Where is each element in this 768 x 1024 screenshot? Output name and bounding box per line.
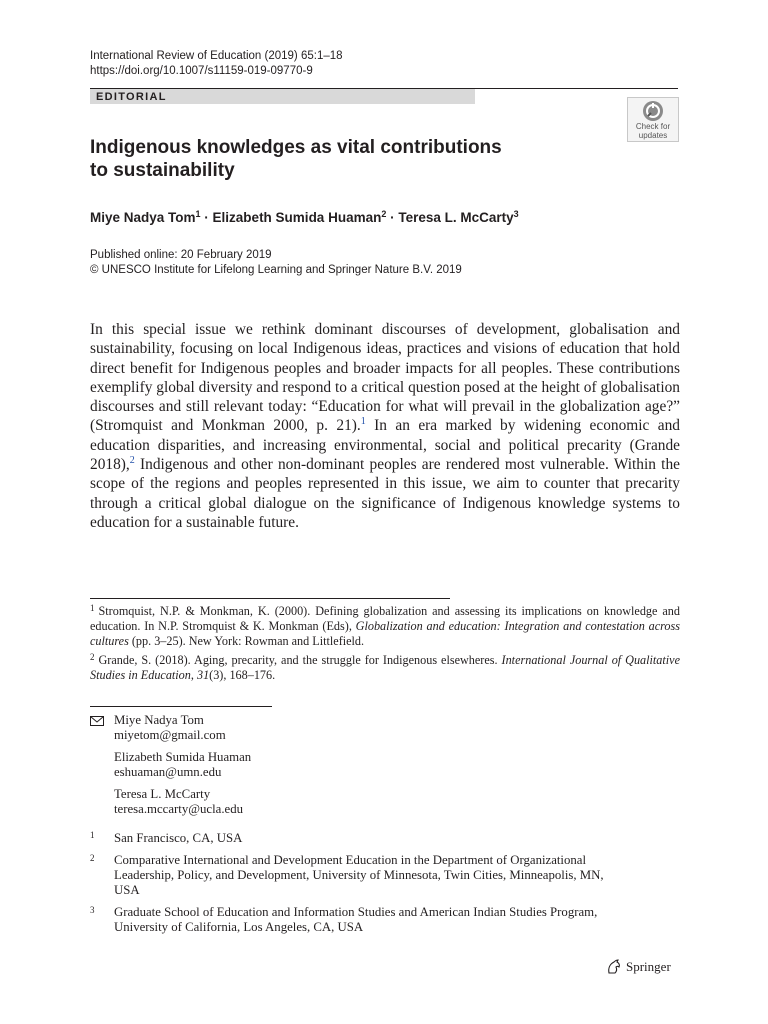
journal-volume: International Review of Education (2019) 65:1–18 (90, 50, 343, 62)
publisher-logo (606, 959, 671, 975)
contact-email[interactable]: miyetom@gmail.com (114, 728, 226, 742)
section-label: EDITORIAL (96, 91, 167, 103)
affiliation-2: Comparative International and Development Education in the Department of Organizational Leadership, Policy, and Development, University of Minnesota, Twin Cities, Minneapolis, MN, USA (114, 853, 604, 897)
springer-horse-icon (606, 959, 622, 974)
article-title: Indigenous knowledges as vital contributions to sustainability (90, 137, 502, 181)
footnote-rule (90, 598, 450, 599)
footnote-number: 2 (90, 651, 95, 662)
affiliation-number: 2 (90, 853, 95, 863)
abstract-paragraph: In this special issue we rethink dominant discourses of development, globalisation and sustainability, focusing on local Indigenous ideas, practices and visions of education that hold direct benefit for Indigenous peoples and broader impacts for all peoples. These contributions exemplify global diversity and respond to a critical question posed at the height of globalisation discourses and still relevant today: “Education for what will prevail in the globalization age?” (Stromquist and Monkman 2000, p. 21).$^1$ In an era marked by widening economic and education disparities, and increasing environmental, social and political precarity (Grande 2018),$^2$ Indigenous and other non-dominant peoples are rendered most vulnerable. Within the scope of the regions and peoples represented in this issue, we aim to counter that precarity through a critical global dialogue on the significance of Indigenous knowledge systems to education for a sustainable future. (90, 321, 680, 531)
publication-info (90, 248, 462, 278)
author-separator: · (386, 210, 399, 225)
check-for-updates-text: Check for updates (635, 122, 671, 140)
contact-name: Teresa L. McCarty (114, 787, 211, 801)
footnote-link-1[interactable]: 1 (360, 416, 366, 428)
author-affiliation-ref: 3 (513, 209, 519, 219)
doi-link[interactable]: https://doi.org/10.1007/s11159-019-09770-9 (90, 65, 313, 77)
affiliation-number: 3 (90, 905, 95, 915)
author-separator: · (200, 210, 213, 225)
footnote-link-2[interactable]: 2 (129, 455, 135, 467)
publisher-name: Springer (626, 959, 671, 974)
author-name[interactable]: Miye Nadya Tom (90, 210, 196, 225)
contact-block (114, 787, 243, 817)
contact-block (114, 750, 251, 780)
check-for-updates-badge[interactable] (627, 97, 679, 142)
affiliation-1: San Francisco, CA, USA (114, 831, 243, 845)
author-affiliation-ref: 1 (195, 209, 201, 219)
footnote-number: 1 (90, 603, 95, 613)
author-name[interactable]: Elizabeth Sumida Huaman (212, 210, 382, 225)
footnote-2: $^2$ Grande, S. (2018). Aging, precarity, and the struggle for Indigenous elsewheres. International Journal of Qualitative Studies in Education, 31(3), 168–176. (90, 651, 680, 682)
contact-block (114, 713, 226, 743)
footnotes (90, 601, 680, 683)
author-affiliation-ref: 2 (381, 209, 387, 219)
footnote-1: $^1$ Stromquist, N.P. & Monkman, K. (2000). Defining globalization and assessing its implications on knowledge and education. In N.P. Stromquist & K. Monkman (Eds), Globalization and education: Integration and contestation across cultures (pp. 3–25). New York: Rowman and Littlefield. (90, 603, 680, 649)
author-list (90, 206, 519, 226)
affiliation-3: Graduate School of Education and Information Studies and American Indian Studies Program, University of California, Los Angeles, CA, USA (114, 905, 598, 934)
journal-citation (90, 49, 343, 79)
affiliation-number: 1 (90, 830, 95, 840)
contact-email[interactable]: eshuaman@umn.edu (114, 765, 222, 779)
contact-email[interactable]: teresa.mccarty@ucla.edu (114, 802, 244, 816)
check-updates-icon (642, 100, 664, 122)
contact-rule (90, 706, 272, 707)
published-date: Published online: 20 February 2019 (90, 249, 272, 261)
contact-name: Elizabeth Sumida Huaman (114, 750, 252, 764)
copyright-notice: © UNESCO Institute for Lifelong Learning and Springer Nature B.V. 2019 (90, 264, 462, 276)
author-name[interactable]: Teresa L. McCarty (398, 210, 514, 225)
envelope-icon (90, 716, 104, 726)
contact-name: Miye Nadya Tom (114, 713, 204, 727)
